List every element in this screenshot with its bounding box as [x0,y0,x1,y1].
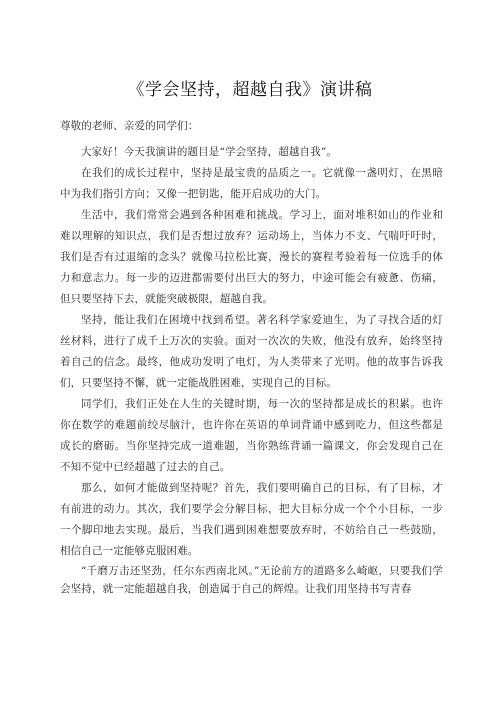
paragraph-edison: 坚持，能让我们在困境中找到希望。著名科学家爱迪生，为了寻找合适的灯丝材料，进行了成千上万次的实验。面对一次次的失败，他没有放弃，始终坚持着自己的信念。最终，他成功发明了电灯，为人类带来了光明。他的故事告诉我们，只要坚持不懈，就一定能战胜困难，实现自己的目标。 [60,314,443,389]
paragraph-closing: “千磨万击还坚劲，任尔东西南北风。”无论前方的道路多么崎岖，只要我们学会坚持，就一定能超越自我，创造属于自己的辉煌。让我们用坚持书写青春 [60,565,443,595]
document-title: 《学会坚持，超越自我》演讲稿 [127,80,373,101]
paragraph-students: 同学们，我们正处在人生的关键时期，每一次的坚持都是成长的积累。也许你在数学的难题前绞尽脑汁，也许你在英语的单词背诵中感到吃力，但这些都是成长的磨砺。当你坚持完成一道难题，当你熟练背诵一篇课文，你会发现自己在不知不觉中已经超越了过去的自己。 [60,398,443,473]
paragraph-intro: 在我们的成长过程中，坚持是最宝贵的品质之一。它就像一盏明灯，在黑暗中为我们指引方向；又像一把钥匙，能开启成功的大门。 [60,167,443,200]
paragraph-challenges: 生活中，我们常常会遇到各种困难和挑战。学习上，面对堆积如山的作业和难以理解的知识点，我们是否想过放弃？运动场上，当体力不支、气喘吁吁时，我们是否有过退缩的念头？就像马拉松比赛，漫长的赛程考验着每一位选手的体力和意志力。每一步的迈进都需要付出巨大的努力，中途可能会有疲惫、伤痛，但只要坚持下去，就能突破极限，超越自我。 [60,209,443,305]
salutation: 尊敬的老师、亲爱的同学们： [60,120,199,132]
paragraph-how-to: 那么，如何才能做到坚持呢？首先，我们要明确自己的目标，有了目标，才有前进的动力。其次，我们要学会分解目标，把大目标分成一个个小目标，一步一个脚印地去实现。最后，当我们遇到困难想要放弃时，不妨给自己一些鼓励，相信自己一定能够克服困难。 [60,482,443,557]
document-body [60,116,443,598]
paragraph-greeting: 大家好！今天我演讲的题目是“学会坚持，超越自我”。 [81,146,337,158]
